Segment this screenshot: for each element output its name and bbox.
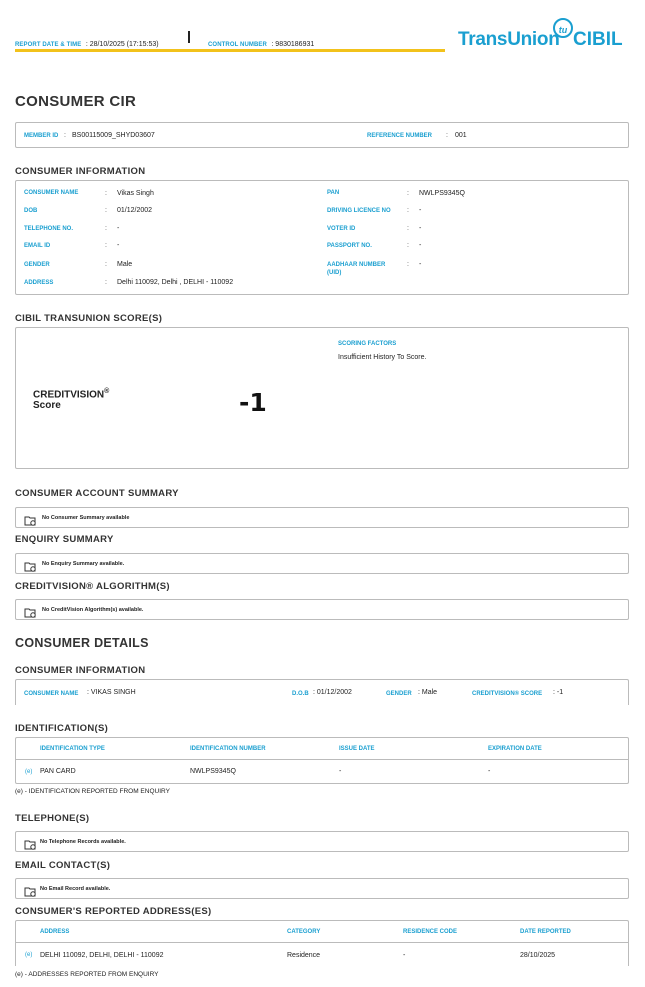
enquiry-summary-box xyxy=(15,553,629,574)
identification-type-cell: PAN CARD xyxy=(40,768,76,775)
voter-id-label: VOTER ID xyxy=(327,226,356,232)
email-box xyxy=(15,878,629,899)
creditvision-label: CREDITVISION xyxy=(33,389,105,401)
scoring-factors-text: Insufficient History To Score. xyxy=(338,354,427,361)
addresses-header-row xyxy=(16,921,628,943)
table-row xyxy=(16,761,628,783)
member-id-colon: : xyxy=(64,132,66,139)
report-date-label: REPORT DATE & TIME xyxy=(15,42,82,48)
report-header xyxy=(15,28,445,54)
identification-number-cell: NWLPS9345Q xyxy=(190,768,236,775)
dob-value: 01/12/2002 xyxy=(117,207,153,214)
details-dob-value: : 01/12/2002 xyxy=(313,689,352,696)
identification-note: (e) - IDENTIFICATION REPORTED FROM ENQUIRY xyxy=(15,788,170,795)
col-category: CATEGORY xyxy=(287,929,321,935)
score-word: Score xyxy=(33,400,61,412)
colon: : xyxy=(105,242,107,249)
identification-header-row xyxy=(16,738,628,760)
score-heading: CIBIL TRANSUNION SCORE(S) xyxy=(15,313,163,324)
address-cell: DELHI 110092, DELHI, DELHI - 110092 xyxy=(40,952,164,959)
colon: : xyxy=(105,279,107,286)
score-box xyxy=(15,327,629,469)
account-summary-message: No Consumer Summary available xyxy=(42,515,130,521)
col-address: ADDRESS xyxy=(40,929,70,935)
consumer-details-box xyxy=(15,679,629,705)
driving-licence-value: - xyxy=(419,207,422,214)
passport-label: PASSPORT NO. xyxy=(327,243,372,249)
account-summary-box xyxy=(15,507,629,528)
reference-number-label: REFERENCE NUMBER xyxy=(367,133,433,139)
folder-icon xyxy=(24,884,37,902)
enquiry-summary-message: No Enquiry Summary available. xyxy=(42,561,125,567)
consumer-name-label: CONSUMER NAME xyxy=(24,190,79,196)
addresses-heading: CONSUMER'S REPORTED ADDRESS(ES) xyxy=(15,906,212,917)
control-number-value: : 9830186931 xyxy=(271,41,315,48)
telephone-box xyxy=(15,831,629,852)
details-name-value: : VIKAS SINGH xyxy=(87,689,136,696)
folder-icon xyxy=(24,559,37,577)
addresses-note: (e) - ADDRESSES REPORTED FROM ENQUIRY xyxy=(15,971,159,978)
driving-licence-label: DRIVING LICENCE NO xyxy=(327,208,391,214)
enquiry-summary-heading: ENQUIRY SUMMARY xyxy=(15,534,114,545)
expiration-date-cell: - xyxy=(488,768,491,775)
category-cell: Residence xyxy=(287,952,321,959)
colon: : xyxy=(407,225,409,232)
pan-label: PAN xyxy=(327,190,340,196)
logo-cibil-text: CIBIL xyxy=(573,29,623,50)
enquiry-flag: (e) xyxy=(25,769,33,775)
account-summary-heading: CONSUMER ACCOUNT SUMMARY xyxy=(15,488,179,499)
date-reported-cell: 28/10/2025 xyxy=(520,952,556,959)
gender-label: GENDER xyxy=(24,262,50,268)
col-identification-type: IDENTIFICATION TYPE xyxy=(40,746,105,752)
details-name-label: CONSUMER NAME xyxy=(24,691,79,697)
email-message: No Email Record available. xyxy=(40,886,111,892)
transunion-cibil-logo xyxy=(455,16,635,56)
col-expiration-date: EXPIRATION DATE xyxy=(488,746,542,752)
email-id-value: - xyxy=(117,242,120,249)
consumer-information-heading: CONSUMER INFORMATION xyxy=(15,166,146,177)
control-number-label: CONTROL NUMBER xyxy=(208,42,267,48)
col-issue-date: ISSUE DATE xyxy=(339,746,375,752)
table-row xyxy=(16,944,628,966)
pan-value: NWLPS9345Q xyxy=(419,190,465,197)
colon: : xyxy=(407,207,409,214)
details-score-value: : -1 xyxy=(553,689,564,696)
reference-number-value: 001 xyxy=(455,132,467,139)
consumer-information-box xyxy=(15,180,629,295)
consumer-details-subheading: CONSUMER INFORMATION xyxy=(15,665,146,676)
col-identification-number: IDENTIFICATION NUMBER xyxy=(190,746,266,752)
identification-heading: IDENTIFICATION(S) xyxy=(15,723,109,734)
member-info-box xyxy=(15,122,629,148)
algorithms-message: No CreditVision Algorithm(s) available. xyxy=(42,607,144,613)
page-title: CONSUMER CIR xyxy=(15,93,137,110)
colon: : xyxy=(407,242,409,249)
folder-icon xyxy=(24,605,37,623)
colon: : xyxy=(407,190,409,197)
consumer-name-value: Vikas Singh xyxy=(117,190,154,197)
aadhaar-label: AADHAAR NUMBER xyxy=(327,262,386,268)
member-id-label: MEMBER ID xyxy=(24,133,59,139)
details-gender-value: : Male xyxy=(418,689,438,696)
consumer-details-heading: CONSUMER DETAILS xyxy=(15,636,149,650)
details-score-label: CREDITVISION® SCORE xyxy=(472,691,543,697)
passport-value: - xyxy=(419,242,422,249)
details-gender-label: GENDER xyxy=(386,691,412,697)
details-dob-label: D.O.B xyxy=(292,691,309,697)
aadhaar-label-uid: (UID) xyxy=(327,270,342,276)
telephone-label: TELEPHONE NO. xyxy=(24,226,74,232)
email-id-label: EMAIL ID xyxy=(24,243,51,249)
col-date-reported: DATE REPORTED xyxy=(520,929,571,935)
dob-label: DOB xyxy=(24,208,38,214)
score-value: -1 xyxy=(239,388,267,417)
report-date-value: : 28/10/2025 (17:15:53) xyxy=(85,41,159,48)
algorithms-box xyxy=(15,599,629,620)
colon: : xyxy=(105,261,107,268)
residence-code-cell: - xyxy=(403,952,406,959)
scoring-factors-label: SCORING FACTORS xyxy=(338,341,397,347)
identification-table xyxy=(15,737,629,784)
colon: : xyxy=(407,261,409,268)
tu-circle-icon xyxy=(553,18,573,38)
colon: : xyxy=(105,225,107,232)
telephone-message: No Telephone Records available. xyxy=(40,839,126,845)
header-divider xyxy=(188,31,190,43)
folder-icon xyxy=(24,837,37,855)
aadhaar-value: - xyxy=(419,261,422,268)
enquiry-flag: (e) xyxy=(25,952,33,958)
folder-icon xyxy=(24,513,37,531)
logo-transunion-text: TransUnion xyxy=(458,29,560,50)
col-residence-code: RESIDENCE CODE xyxy=(403,929,458,935)
gender-value: Male xyxy=(117,261,133,268)
registered-mark: ® xyxy=(104,388,110,395)
addresses-table xyxy=(15,920,629,966)
email-heading: EMAIL CONTACT(S) xyxy=(15,860,111,871)
colon: : xyxy=(105,190,107,197)
address-label: ADDRESS xyxy=(24,280,54,286)
telephone-value: - xyxy=(117,225,120,232)
issue-date-cell: - xyxy=(339,768,342,775)
colon: : xyxy=(105,207,107,214)
voter-id-value: - xyxy=(419,225,422,232)
logo-tu-text: tu xyxy=(558,25,568,35)
creditvision-score-name xyxy=(33,386,109,411)
telephone-heading: TELEPHONE(S) xyxy=(15,813,90,824)
algorithms-heading: CREDITVISION® ALGORITHM(S) xyxy=(15,581,170,592)
member-id-value: BS00115009_SHYD03607 xyxy=(72,132,155,139)
reference-number-colon: : xyxy=(446,132,448,139)
header-yellow-line xyxy=(15,49,445,52)
address-value: Delhi 110092, Delhi , DELHI - 110092 xyxy=(117,279,234,286)
